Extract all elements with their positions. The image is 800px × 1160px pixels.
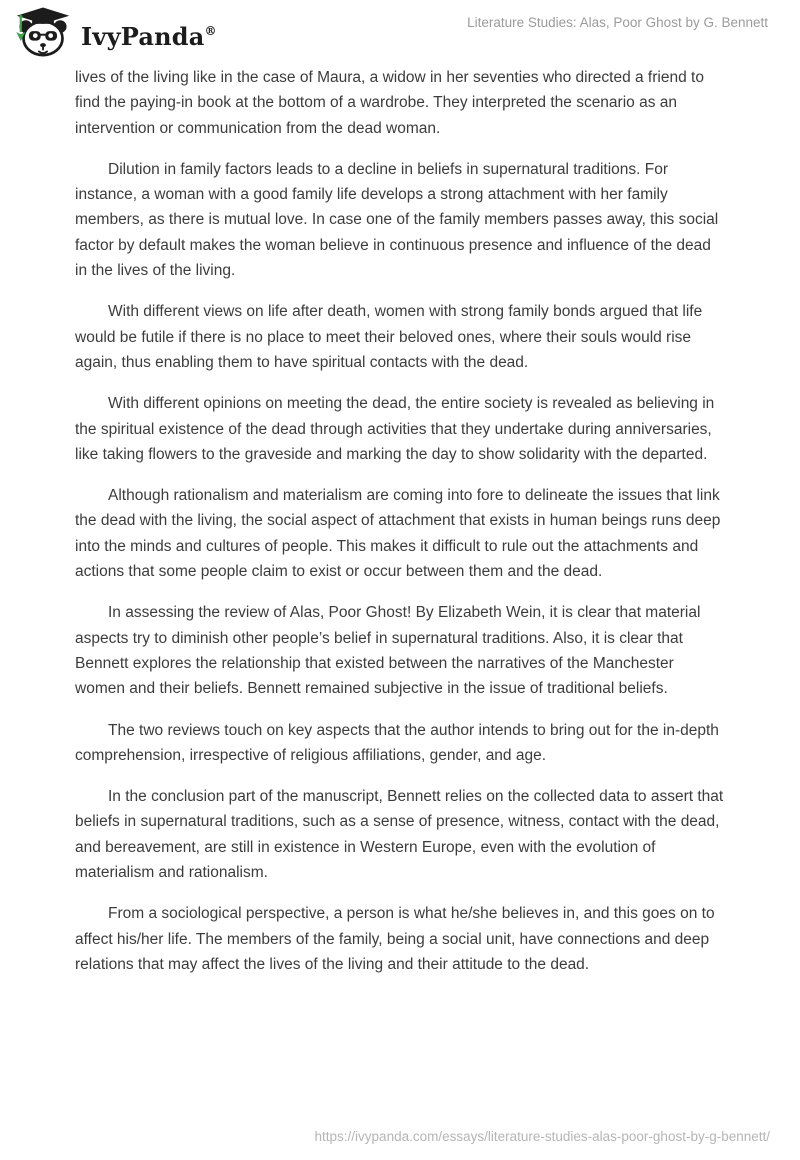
essay-paragraph: From a sociological perspective, a person is what he/she believes in, and this goes on to affect his/her life. The members of the family, being a social unit, have connections and deep relations that may affect the lives of the living and their attitude to the dead. xyxy=(75,905,715,973)
source-url: https://ivypanda.com/essays/literature-studies-alas-poor-ghost-by-g-bennett/ xyxy=(314,1129,770,1144)
essay-paragraph: With different opinions on meeting the dead, the entire society is revealed as believing in the spiritual existence of the dead through activities that they undertake during anniversaries, like taking flowers to the graveside and marking the day to show solidarity with the departed. xyxy=(75,395,715,463)
essay-paragraph: In the conclusion part of the manuscript, Bennett relies on the collected data to assert that beliefs in supernatural traditions, such as a sense of presence, witness, contact with the dead, and bereavement, are still in existence in Western Europe, even with the evolution of materialism and rationalism. xyxy=(75,788,724,882)
essay-paragraph: With different views on life after death, women with strong family bonds argued that life would be futile if there is no place to meet their beloved ones, where their souls would rise again, thus enabling them to have spiritual contacts with the dead. xyxy=(75,303,703,371)
brand-logo xyxy=(14,6,217,58)
essay-paragraph: The two reviews touch on key aspects that the author intends to bring out for the in-depth comprehension, irrespective of religious affiliations, gender, and age. xyxy=(75,721,719,764)
essay-paragraph: Dilution in family factors leads to a decline in beliefs in supernatural traditions. For instance, a woman with a good family life develops a strong attachment with her family members, as there is mutual love. In case one of the family members passes away, this social factor by default makes the woman believe in continuous presence and influence of the dead in the lives of the living. xyxy=(75,160,719,280)
registered-trademark: ® xyxy=(204,24,217,38)
essay-paragraph: In assessing the review of Alas, Poor Ghost! By Elizabeth Wein, it is clear that material aspects try to diminish other people’s belief in supernatural traditions. Also, it is clear that Bennett explores the relationship that existed between the narratives of the Manchester women and their beliefs. Bennett remained subjective in the issue of traditional beliefs. xyxy=(75,604,701,698)
panda-graduate-icon xyxy=(14,6,72,58)
essay-paragraph: lives of the living like in the case of Maura, a widow in her seventies who directed a friend to find the paying-in book at the bottom of a wardrobe. They interpreted the scenario as an intervention or communication from the dead woman. xyxy=(75,69,704,137)
essay-paragraph: Although rationalism and materialism are coming into fore to delineate the issues that link the dead with the living, the social aspect of attachment that exists in human beings runs deep into the minds and cultures of people. This makes it difficult to rule out the attachments and actions that some people claim to exist or occur between them and the dead. xyxy=(75,487,721,581)
document-title: Literature Studies: Alas, Poor Ghost by G. Bennett xyxy=(467,15,768,30)
brand-name: IvyPanda® xyxy=(81,22,217,51)
essay-body xyxy=(75,65,725,993)
